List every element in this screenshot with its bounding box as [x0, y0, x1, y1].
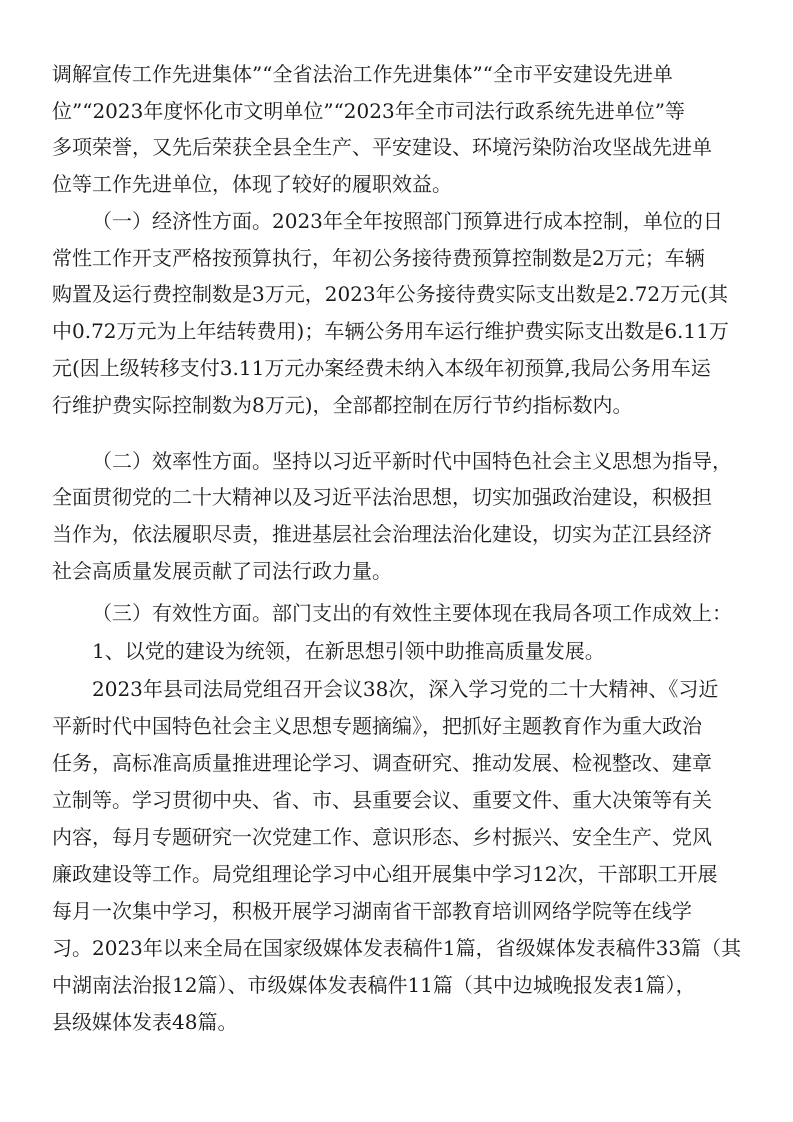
paragraph-heading-economy: （一）经济性方面。2023年全年按照部门预算进行成本控制，单位的日 — [92, 209, 723, 233]
text-line: 常性工作开支严格按预算执行，年初公务接待费预算控制数是2万元；车辆 — [52, 246, 705, 270]
text-line: 位”“2023年度怀化市文明单位”“2023年全市司法行政系统先进单位”等 — [52, 99, 685, 123]
text-line: 平新时代中国特色社会主义思想专题摘编》，把抓好主题教育作为重大政治 — [52, 714, 702, 738]
section-heading: 1、以党的建设为统领，在新思想引领中助推高质量发展。 — [92, 639, 605, 663]
paragraph-heading-efficiency: （二）效率性方面。坚持以习近平新时代中国特色社会主义思想为指导， — [92, 449, 732, 473]
text-line: 任务，高标准高质量推进理论学习、调查研究、推动发展、检视整改、建章 — [52, 751, 712, 775]
text-line: 县级媒体发表48篇。 — [52, 1010, 238, 1034]
text-line: 行维护费实际控制数为8万元)，全部都控制在厉行节约指标数内。 — [52, 393, 633, 417]
text-line: 位等工作先进单位，体现了较好的履职效益。 — [52, 172, 452, 196]
text-line: 立制等。学习贯彻中央、省、市、县重要会议、重要文件、重大决策等有关 — [52, 788, 712, 812]
paragraph-heading-effectiveness: （三）有效性方面。部门支出的有效性主要体现在我局各项工作成效上： — [92, 601, 732, 625]
text-line: 多项荣誉，又先后荣获全县全生产、平安建设、环境污染防治攻坚战先进单 — [52, 135, 712, 159]
text-line: 内容，每月专题研究一次党建工作、意识形态、乡村振兴、安全生产、党风 — [52, 825, 712, 849]
text-line: 2023年县司法局党组召开会议38次，深入学习党的二十大精神、《习近 — [92, 677, 719, 701]
text-line: 全面贯彻党的二十大精神以及习近平法治思想，切实加强政治建设，积极担 — [52, 485, 712, 509]
text-line: 元(因上级转移支付3.11万元办案经费未纳入本级年初预算,我局公务用车运 — [52, 356, 711, 380]
text-line: 习。2023年以来全局在国家级媒体发表稿件1篇，省级媒体发表稿件33篇（其 — [52, 936, 742, 960]
text-line: 中湖南法治报12篇）、市级媒体发表稿件11篇（其中边城晚报发表1篇）， — [52, 973, 696, 997]
text-line: 当作为，依法履职尽责，推进基层社会治理法治化建设，切实为芷江县经济 — [52, 522, 712, 546]
text-line: 购置及运行费控制数是3万元，2023年公务接待费实际支出数是2.72万元(其 — [52, 282, 728, 306]
text-line: 社会高质量发展贡献了司法行政力量。 — [52, 559, 392, 583]
text-line: 廉政建设等工作。局党组理论学习中心组开展集中学习12次，干部职工开展 — [52, 862, 718, 886]
text-line: 中0.72万元为上年结转费用)；车辆公务用车运行维护费实际支出数是6.11万 — [52, 319, 729, 343]
text-line: 每月一次集中学习，积极开展学习湖南省干部教育培训网络学院等在线学 — [52, 899, 692, 923]
text-line: 调解宣传工作先进集体”“全省法治工作先进集体”“全市平安建设先进单 — [52, 62, 673, 86]
